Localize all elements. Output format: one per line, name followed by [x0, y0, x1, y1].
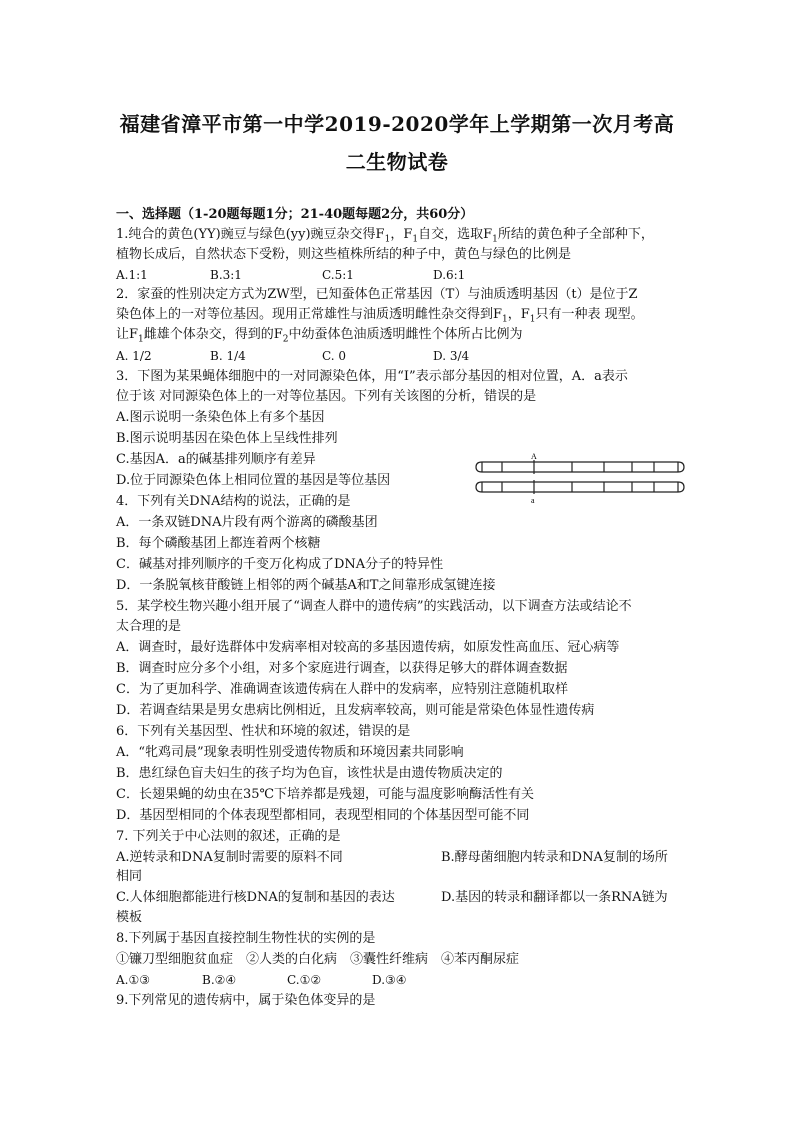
- q1-option-b: B.3:1: [210, 268, 242, 282]
- q5-stem-line2: 太合理的是: [116, 619, 182, 634]
- q4-option-a: A．一条双链DNA片段有两个游离的磷酸基团: [116, 515, 378, 530]
- gene-label-A: A: [531, 452, 537, 461]
- q2-option-c: C. 0: [322, 349, 347, 363]
- q8-option-b: B.②④: [202, 973, 237, 987]
- q7-option-a: A.逆转录和DNA复制时需要的原料不同: [116, 850, 343, 865]
- q3-option-d: D.位于同源染色体上相同位置的基因是等位基因: [116, 473, 391, 488]
- q8-option-c: C.①②: [287, 973, 322, 987]
- q7-option-d: D.基因的转录和翻译都以一条RNA链为: [441, 890, 668, 905]
- q6-option-d: D．基因型相同的个体表现型都相同，表现型相同的个体基因型可能不同: [116, 808, 530, 823]
- q3-option-c: C.基因A．a的碱基排列顺序有差异: [116, 452, 316, 467]
- q3-option-a: A.图示说明一条染色体上有多个基因: [116, 410, 325, 425]
- q9-stem: 9.下列常见的遗传病中，属于染色体变异的是: [116, 993, 376, 1008]
- q4-option-c: C．碱基对排列顺序的千变万化构成了DNA分子的特异性: [116, 557, 444, 572]
- q1-stem-line1: 1.纯合的黄色(YY)豌豆与绿色(yy)豌豆杂交得$F_1$，$F_1$自交，选取$F_1$所结的黄色种子全部种下，: [116, 227, 654, 245]
- q6-option-c: C．长翅果蝇的幼虫在35℃下培养都是残翅，可能与温度影响酶活性有关: [116, 787, 535, 802]
- q2-stem-line2: 染色体上的一对等位基因。现用正常雄性与油质透明雌性杂交得到$F_1$，$F_1$只有一种表 现型。: [116, 307, 644, 325]
- q3-stem-line2: 位于该 对同源染色体上的一对等位基因。下列有关该图的分析，错误的是: [116, 389, 537, 404]
- q5-option-b: B．调查时应分多个小组，对多个家庭进行调查，以获得足够大的群体调查数据: [116, 661, 568, 676]
- exam-title-line2: 二生物试卷: [345, 150, 449, 174]
- q7-option-b: B.酵母菌细胞内转录和DNA复制的场所: [441, 850, 668, 865]
- q6-stem: 6．下列有关基因型、性状和环境的叙述，错误的是: [116, 724, 411, 739]
- chromosome-pair-diagram: [474, 452, 686, 504]
- q7-option-c: C.人体细胞都能进行核DNA的复制和基因的表达: [116, 890, 395, 905]
- q3-stem-line1: 3．下图为某果蝇体细胞中的一对同源染色体，用“I”表示部分基因的相对位置，A．a表示: [116, 369, 628, 384]
- q7-stem: 7. 下列关于中心法则的叙述，正确的是: [116, 829, 341, 844]
- exam-title-line1: 福建省漳平市第一中学2019-2020学年上学期第一次月考高: [119, 112, 675, 136]
- q7-option-d-continued: 模板: [116, 910, 143, 925]
- q1-stem-line2: 植物长成后，自然状态下受粉，则这些植株所结的种子中，黄色与绿色的比例是: [116, 247, 572, 262]
- q2-stem-line3: 让$F_1$雌雄个体杂交，得到的$F_2$中幼蚕体色油质透明雌性个体所占比例为: [116, 327, 523, 345]
- chromosome-top: [476, 462, 684, 472]
- q5-option-c: C．为了更加科学、准确调查该遗传病在人群中的发病率，应特别注意随机取样: [116, 682, 568, 697]
- q8-items: ①镰刀型细胞贫血症 ②人类的白化病 ③囊性纤维病 ④苯丙酮尿症: [116, 952, 520, 967]
- q1-option-d: D.6:1: [433, 268, 466, 282]
- q2-option-d: D. 3/4: [433, 349, 470, 363]
- q5-stem-line1: 5．某学校生物兴趣小组开展了“调查人群中的遗传病”的实践活动，以下调查方法或结论不: [116, 599, 632, 614]
- q5-option-a: A．调查时，最好选群体中发病率相对较高的多基因遗传病，如原发性高血压、冠心病等: [116, 640, 620, 655]
- q1-option-c: C.5:1: [322, 268, 354, 282]
- q2-stem-line1: 2．家蚕的性别决定方式为ZW型，已知蚕体色正常基因（T）与油质透明基因（t）是位于Z: [116, 287, 638, 302]
- q2-option-a: A. 1/2: [116, 349, 152, 363]
- q2-option-b: B. 1/4: [210, 349, 246, 363]
- section-heading: 一、选择题（1-20题每题1分；21-40题每题2分，共60分）: [116, 207, 474, 222]
- gene-label-a: a: [531, 496, 535, 504]
- q4-option-d: D．一条脱氧核苷酸链上相邻的两个碱基A和T之间靠形成氢键连接: [116, 578, 496, 593]
- q8-stem: 8.下列属于基因直接控制生物性状的实例的是: [116, 931, 376, 946]
- q7-option-b-continued: 相同: [116, 869, 143, 884]
- q4-option-b: B．每个磷酸基团上都连着两个核糖: [116, 536, 321, 551]
- q3-option-b: B.图示说明基因在染色体上呈线性排列: [116, 431, 338, 446]
- gene-locus-marks: [502, 460, 654, 494]
- q6-option-a: A．“牝鸡司晨”现象表明性别受遗传物质和环境因素共同影响: [116, 745, 464, 760]
- q8-option-d: D.③④: [372, 973, 407, 987]
- q1-option-a: A.1:1: [116, 268, 148, 282]
- chromosome-bottom: [476, 482, 684, 492]
- q6-option-b: B．患红绿色盲夫妇生的孩子均为色盲，该性状是由遗传物质决定的: [116, 766, 503, 781]
- q8-option-a: A.①③: [116, 973, 150, 987]
- q5-option-d: D．若调查结果是男女患病比例相近，且发病率较高，则可能是常染色体显性遗传病: [116, 703, 595, 718]
- q4-stem: 4．下列有关DNA结构的说法，正确的是: [116, 494, 351, 509]
